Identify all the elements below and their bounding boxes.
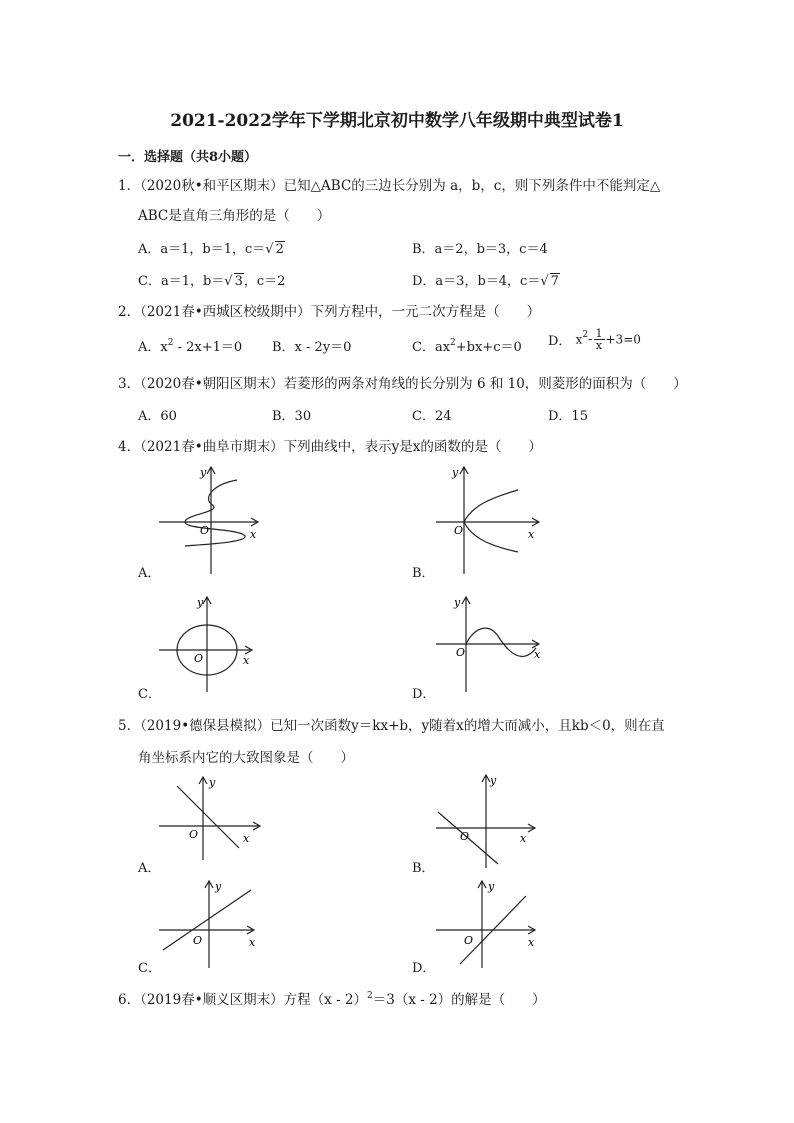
q5-graph-c xyxy=(155,876,270,972)
q5-graph-d xyxy=(432,876,547,972)
q2-option-c: C．$ax^2+bx+c=0$ xyxy=(412,338,522,355)
q3-option-c: C．24 xyxy=(412,409,452,424)
q1-stem-line1: 1．（2020秋•和平区期末）已知△ABC的三边长分别为 a，b，c，则下列条件中不能判定△ xyxy=(118,178,661,194)
q1-option-d: D．a＝3，b＝4，c＝√ 7 xyxy=(412,274,559,289)
q3-option-d: D．15 xyxy=(548,409,588,424)
q4-option-d-label: D． xyxy=(412,687,436,702)
q5-option-a-label: A． xyxy=(138,861,161,876)
q4-option-a-label: A． xyxy=(138,566,161,581)
axis-y-label: y xyxy=(452,466,459,479)
axis-y-label: y xyxy=(454,596,461,609)
axis-x-label: x xyxy=(528,528,535,541)
axis-y-label: y xyxy=(200,466,207,479)
q5-graph-b xyxy=(432,772,547,870)
q5-stem-line2: 角坐标系内它的大致图象是（ ） xyxy=(138,750,354,766)
q1-option-c: C．a＝1，b＝√ 3，c＝2 xyxy=(138,274,286,289)
axis-x-label: x xyxy=(528,936,535,949)
axis-origin-label: O xyxy=(456,646,466,659)
axis-origin-label: O xyxy=(194,652,204,665)
q2-stem: 2．（2021春•西城区校级期中）下列方程中，一元二次方程是（ ） xyxy=(118,304,541,320)
axis-origin-label: O xyxy=(454,524,464,537)
q4-graph-d xyxy=(432,592,547,698)
q2-option-a: A．$x^2 - 2x+1=0$ xyxy=(138,338,243,355)
q1-option-b: B．a＝2，b＝3，c＝4 xyxy=(412,242,548,257)
axis-origin-label: O xyxy=(200,524,210,537)
axis-y-label: y xyxy=(215,880,222,893)
axis-origin-label: O xyxy=(189,828,199,841)
q4-graph-c xyxy=(155,592,270,698)
q2-option-d: D． $x^2-$ $\frac{1}{x}$ +3=0 xyxy=(548,327,641,352)
axis-origin-label: O xyxy=(460,830,470,843)
axis-origin-label: O xyxy=(193,934,203,947)
q2-option-b: B．x - 2y＝0 xyxy=(272,340,352,355)
q3-option-b: B．30 xyxy=(272,409,312,424)
axis-x-label: x xyxy=(243,832,250,845)
q6-stem: 6．（2019春•顺义区期末）方程（x - 2）$^2$＝3（x - 2）的解是（ ） xyxy=(118,991,546,1008)
q4-graph-b xyxy=(432,462,547,580)
q1-stem-line2: ABC是直角三角形的是（ ） xyxy=(138,208,331,224)
axis-y-label: y xyxy=(209,776,216,789)
axis-x-label: x xyxy=(243,654,250,667)
q5-option-d-label: D． xyxy=(412,961,436,976)
q3-stem: 3．（2020春•朝阳区期末）若菱形的两条对角线的长分别为 6 和 10，则菱形的面积为（ ） xyxy=(118,376,687,392)
section-heading: 一．选择题（共8小题） xyxy=(118,150,258,165)
page-title: 2021-2022学年下学期北京初中数学八年级期中典型试卷1 xyxy=(170,111,624,131)
axis-x-label: x xyxy=(250,528,257,541)
q4-graph-a xyxy=(155,462,270,580)
axis-y-label: y xyxy=(488,880,495,893)
axis-x-label: x xyxy=(534,648,541,661)
q5-option-c-label: C． xyxy=(138,961,161,976)
axis-x-label: x xyxy=(520,832,527,845)
q1-option-a: A．a＝1，b＝1，c＝√ 2 xyxy=(138,242,284,257)
q4-option-b-label: B． xyxy=(412,566,435,581)
q4-option-c-label: C． xyxy=(138,687,161,702)
axis-x-label: x xyxy=(249,936,256,949)
q5-option-b-label: B． xyxy=(412,861,435,876)
axis-origin-label: O xyxy=(464,934,474,947)
q4-stem: 4．（2021春•曲阜市期末）下列曲线中，表示y是x的函数的是（ ） xyxy=(118,439,542,455)
axis-y-label: y xyxy=(490,774,497,787)
axis-y-label: y xyxy=(197,596,204,609)
q5-stem-line1: 5．（2019•德保县模拟）已知一次函数y＝kx+b，y随着x的增大而减小，且kb＜0，则在直 xyxy=(118,718,665,734)
q5-graph-a xyxy=(155,772,270,862)
q3-option-a: A．60 xyxy=(138,409,177,424)
